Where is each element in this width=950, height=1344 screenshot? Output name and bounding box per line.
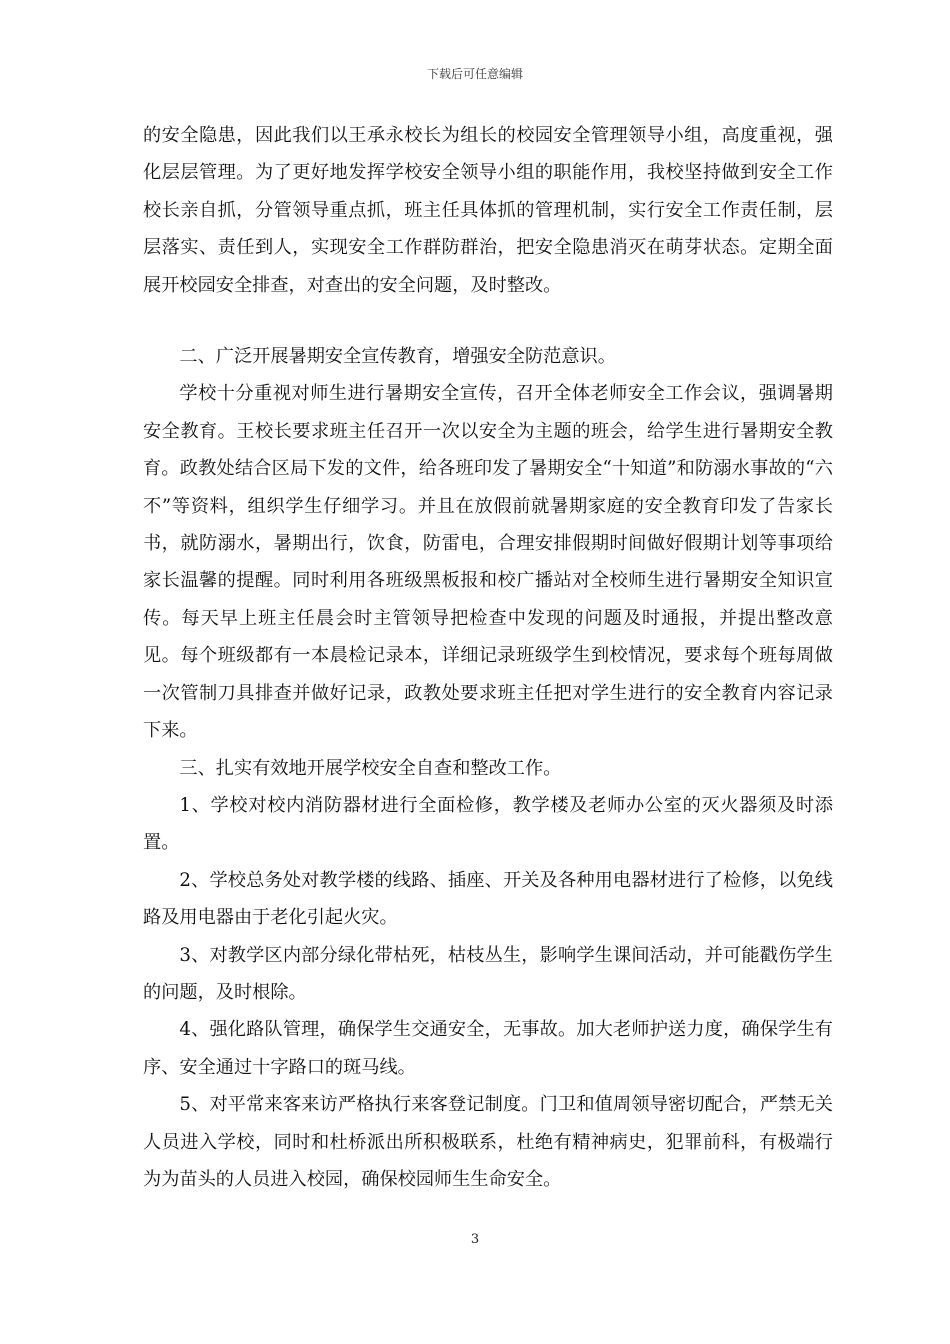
page-number: 3 — [470, 1232, 480, 1247]
document-body — [143, 117, 833, 1198]
paragraph-safety-education: 学校十分重视对师生进行暑期安全宣传，召开全体老师安全工作会议，强调暑期安全教育。王校长要求班主任召开一次以安全为主题的班会，给学生进行暑期安全教育。政教处结合区局下发的文件，给各班印发了暑期安全“十知道”和防溺水事故的“六不”等资料，组织学生仔细学习。并且在放假前就暑期家庭的安全教育印发了告家长书，就防溺水，暑期出行，饮食，防雷电，合理安排假期时间做好假期计划等事项给家长温馨的提醒。同时利用各班级黑板报和校广播站对全校师生进行暑期安全知识宣传。每天早上班主任晨会时主管领导把检查中发现的问题及时通报，并提出整改意见。每个班级都有一本晨检记录本，详细记录班级学生到校情况，要求每个班每周做一次管制刀具排查并做好记录，政教处要求班主任把对学生进行的安全教育内容记录下来。 — [143, 383, 833, 742]
section-heading-3: 三、扎实有效地开展学校安全自查和整改工作。 — [179, 757, 562, 779]
page-header: 下载后可任意编辑 — [426, 67, 523, 81]
list-item-1: 1、学校对校内消防器材进行全面检修，教学楼及老师办公室的灭火器须及时添置。 — [143, 794, 833, 854]
list-item-5: 5、对平常来客来访严格执行来客登记制度。门卫和值周领导密切配合，严禁无关人员进入学校，同时和杜桥派出所积极联系，杜绝有精神病史，犯罪前科，有极端行为为苗头的人员进入校园，确保校园师生生命安全。 — [143, 1094, 833, 1190]
list-item-4: 4、强化路队管理，确保学生交通安全，无事故。加大老师护送力度，确保学生有序、安全通过十字路口的斑马线。 — [143, 1019, 833, 1078]
list-item-2: 2、学校总务处对教学楼的线路、插座、开关及各种用电器材进行了检修，以免线路及用电器由于老化引起火灾。 — [143, 869, 833, 929]
list-item-3: 3、对教学区内部分绿化带枯死，枯枝丛生，影响学生课间活动，并可能戳伤学生的问题，及时根除。 — [143, 944, 833, 1003]
section-heading-2: 二、广泛开展暑期安全宣传教育，增强安全防范意识。 — [179, 346, 616, 368]
paragraph-continuation: 的安全隐患，因此我们以王承永校长为组长的校园安全管理领导小组，高度重视，强化层层管理。为了更好地发挥学校安全领导小组的职能作用，我校坚持做到安全工作校长亲自抓，分管领导重点抓，班主任具体抓的管理机制，实行安全工作责任制，层层落实、责任到人，实现安全工作群防群治，把安全隐患消灭在萌芽状态。定期全面展开校园安全排查，对查出的安全问题，及时整改。 — [143, 125, 833, 296]
